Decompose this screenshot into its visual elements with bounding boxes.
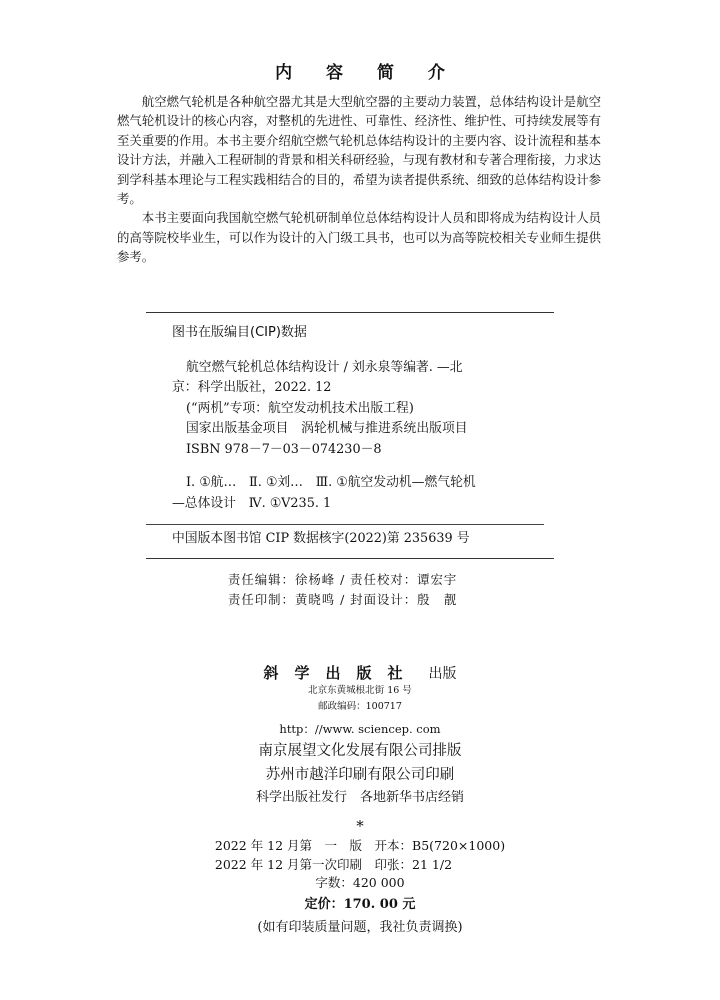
cip-check-number <box>146 524 544 550</box>
separator-star: * <box>356 817 364 835</box>
publisher-row <box>0 662 720 683</box>
cip-isbn: ISBN 978－7－03－074230－8 <box>186 441 382 457</box>
cip-class-line-2: —总体设计 Ⅳ. ①V235. 1 <box>172 496 332 511</box>
staff-credits <box>228 570 548 610</box>
publisher-suffix: 出版 <box>428 666 457 682</box>
edition-line: 2022 年 12 月第 一 版 开本：B5(720×1000) <box>214 838 506 853</box>
print-specs <box>215 837 505 893</box>
publisher-name-logo: 斜学出版社 <box>263 664 419 682</box>
cip-classification <box>172 472 544 514</box>
printing-line: 2022 年 12 月第一次印刷 印张：21 1/2 <box>214 856 453 872</box>
cip-check-text: 中国版本图书馆 CIP 数据核字(2022)第 235639 号 <box>172 531 470 546</box>
publisher-postcode: 邮政编码：100717 <box>318 701 402 712</box>
distribution-line: 科学出版社发行 各地新华书店经销 <box>255 790 464 805</box>
publisher-info <box>0 662 720 939</box>
printer-line: 苏州市越洋印刷有限公司印刷 <box>265 767 455 783</box>
content-summary <box>117 92 601 267</box>
cip-data-box <box>146 312 554 559</box>
staff-line-2: 责任印制：黄晓鸣 / 封面设计：殷 靓 <box>228 592 458 607</box>
cip-line-4: 国家出版基金项目 涡轮机械与推进系统出版项目 <box>186 421 468 436</box>
price-line: 定价：170. 00 元 <box>304 896 416 912</box>
cip-header: 图书在版编目(CIP)数据 <box>172 325 307 340</box>
typesetter-line: 南京展望文化发展有限公司排版 <box>258 743 462 759</box>
content-summary-title: 内 容 简 介 <box>275 63 459 83</box>
summary-paragraph-2: 本书主要面向我国航空燃气轮机研制单位总体结构设计人员和即将成为结构设计人员的高等院校毕业生，可以作为设计的入门级工具书，也可以为高等院校相关专业师生提供参考。 <box>117 210 601 265</box>
summary-paragraph-1: 航空燃气轮机是各种航空器尤其是大型航空器的主要动力装置，总体结构设计是航空燃气轮机设计的核心内容，对整机的先进性、可靠性、经济性、维护性、可持续发展等有至关重要的作用。本书主要介绍航空燃气轮机总体结构设计的主要内容、设计流程和基本设计方法，并融入工程研制的背景和相关科研经验，与现有教材和专著合理衔接，力求达到学科基本理论与工程实践相结合的目的，希望为读者提供系统、细致的总体结构设计参考。 <box>117 94 601 207</box>
cip-line-3: (“两机”专项：航空发动机技术出版工程) <box>186 400 414 416</box>
publisher-address: 北京东黄城根北街 16 号 <box>308 685 412 696</box>
word-count: 字数：420 000 <box>315 875 405 890</box>
quality-notice: (如有印装质量问题，我社负责调换) <box>257 919 463 935</box>
cip-bibliographic <box>172 358 544 461</box>
cip-line-1: 航空燃气轮机总体结构设计 / 刘永泉等编著. —北 <box>186 359 463 375</box>
publisher-website: http：//www. sciencep. com <box>279 722 441 736</box>
cip-line-2: 京：科学出版社，2022. 12 <box>172 380 332 395</box>
cip-class-line-1: Ⅰ. ①航… Ⅱ. ①刘… Ⅲ. ①航空发动机—燃气轮机 <box>186 475 476 490</box>
staff-line-1: 责任编辑：徐杨峰 / 责任校对：谭宏宇 <box>228 572 458 587</box>
